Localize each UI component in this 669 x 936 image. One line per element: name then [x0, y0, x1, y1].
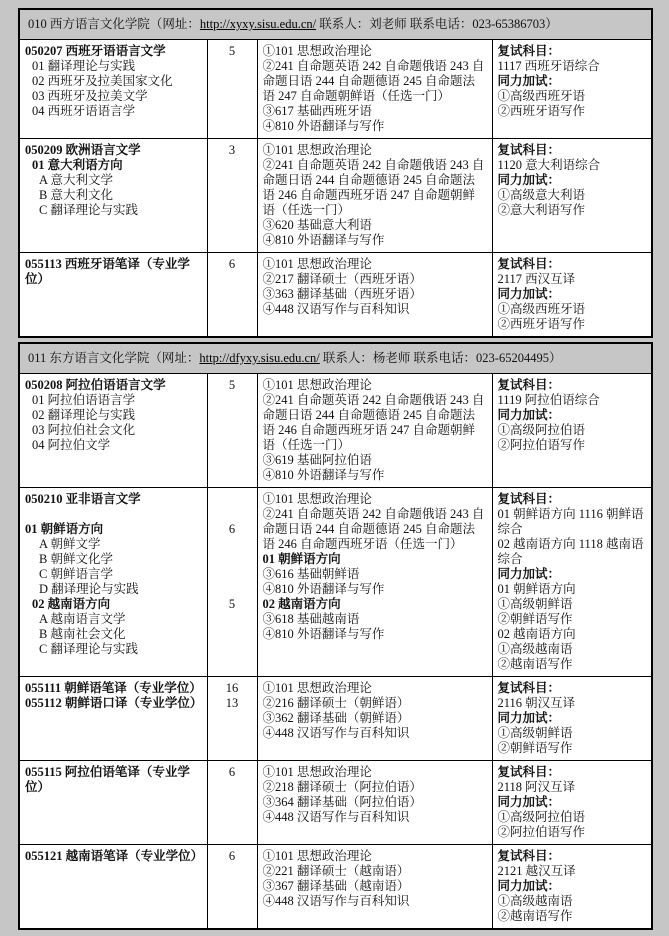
- exam-subjects-cell: [257, 40, 492, 139]
- retest-line: 复试科目：: [497, 378, 561, 392]
- program-line: 03 西班牙及拉美文学: [32, 89, 148, 103]
- exam-subject-line: ③364 翻译基础（阿拉伯语）: [262, 795, 422, 809]
- retest-line: 2118 阿汉互译: [497, 780, 576, 794]
- exam-subject-line: ③618 基础越南语: [262, 612, 360, 626]
- quota-value: [210, 552, 255, 567]
- exam-subject-line: ④448 汉语写作与百科知识: [262, 810, 410, 824]
- exam-subject-line: ①101 思想政治理论: [262, 492, 372, 506]
- exam-subject-line: ②241 自命题英语 242 自命题俄语 243 自命题日语 244 自命题德语 245 自命题法语 246 自命题西班牙语 247 自命题朝鲜语（任选一门）: [262, 393, 485, 452]
- retest-subjects-cell: [492, 677, 652, 761]
- exam-subject-line: ③367 翻译基础（越南语）: [262, 879, 410, 893]
- retest-line: 复试科目：: [497, 681, 561, 695]
- retest-line: 同力加试：: [497, 567, 561, 581]
- retest-line: ②朝鲜语写作: [497, 741, 573, 755]
- program-cell: [19, 761, 207, 845]
- retest-line: ①高级阿拉伯语: [497, 423, 586, 437]
- retest-line: 复试科目：: [497, 143, 561, 157]
- exam-subject-line: ④810 外语翻译与写作: [262, 233, 385, 247]
- program-line: D 翻译理论与实践: [39, 582, 139, 596]
- quota-value: 16: [225, 681, 239, 695]
- retest-subjects-cell: [492, 488, 652, 677]
- exam-subject-line: ②218 翻译硕士（阿拉伯语）: [262, 780, 422, 794]
- exam-subject-line: ①101 思想政治理论: [262, 257, 372, 271]
- exam-subjects-cell: [257, 253, 492, 338]
- enrollment-quota-cell: [207, 139, 257, 253]
- row-050210: [19, 488, 652, 677]
- program-line: 04 阿拉伯文学: [32, 438, 111, 452]
- section-1-header-row: [19, 343, 652, 374]
- program-line: 050208 阿拉伯语语言文学: [25, 378, 166, 392]
- quota-value: [210, 567, 255, 582]
- retest-line: 复试科目：: [497, 492, 561, 506]
- quota-value: 5: [228, 378, 236, 392]
- program-line: 050209 欧洲语言文学: [25, 143, 141, 157]
- quota-value: [210, 492, 255, 507]
- enrollment-quota-cell: [207, 761, 257, 845]
- enrollment-quota-cell: [207, 845, 257, 930]
- exam-subject-line: ①101 思想政治理论: [262, 681, 372, 695]
- exam-subject-line: ③363 翻译基础（西班牙语）: [262, 287, 422, 301]
- program-line: [25, 507, 202, 522]
- program-cell: [19, 677, 207, 761]
- enrollment-quota-cell: [207, 677, 257, 761]
- retest-line: ②阿拉伯语写作: [497, 438, 586, 452]
- retest-line: ①高级西班牙语: [497, 89, 586, 103]
- retest-subjects-cell: [492, 139, 652, 253]
- retest-line: 复试科目：: [497, 44, 561, 58]
- exam-subjects-cell: [257, 761, 492, 845]
- quota-value: 5: [228, 44, 236, 58]
- section-header-text-after: 联系人：刘老师 联系电话：023-65386703）: [316, 17, 558, 31]
- program-line: 03 阿拉伯社会文化: [32, 423, 136, 437]
- retest-line: ②西班牙语写作: [497, 317, 586, 331]
- exam-subjects-cell: [257, 845, 492, 930]
- retest-subjects-cell: [492, 845, 652, 930]
- program-cell: [19, 845, 207, 930]
- quota-value: 6: [228, 522, 236, 536]
- exam-subjects-cell: [257, 488, 492, 677]
- exam-subject-line: ③619 基础阿拉伯语: [262, 453, 372, 467]
- exam-subject-line: ③616 基础朝鲜语: [262, 567, 360, 581]
- exam-subject-line: ①101 思想政治理论: [262, 378, 372, 392]
- row-055111: [19, 677, 652, 761]
- program-line: 02 越南语方向: [32, 597, 111, 611]
- program-line: 04 西班牙语语言学: [32, 104, 136, 118]
- retest-line: 复试科目：: [497, 257, 561, 271]
- retest-line: ①高级朝鲜语: [497, 726, 573, 740]
- retest-line: 2121 越汉互译: [497, 864, 576, 878]
- section-0-table: [18, 8, 653, 338]
- program-line: A 意大利文学: [39, 173, 113, 187]
- exam-subject-line: ②241 自命题英语 242 自命题俄语 243 自命题日语 244 自命题德语 245 自命题法语 247 自命题朝鲜语（任选一门）: [262, 59, 485, 103]
- retest-line: ①高级朝鲜语: [497, 597, 573, 611]
- retest-line: ②阿拉伯语写作: [497, 825, 586, 839]
- retest-line: 复试科目：: [497, 765, 561, 779]
- retest-line: 02 越南语方向 1118 越南语综合: [497, 537, 644, 566]
- program-line: 055111 朝鲜语笔译（专业学位）: [25, 681, 202, 695]
- program-line: 055113 西班牙语笔译（专业学位）: [25, 257, 190, 286]
- program-line: A 越南语言文学: [39, 612, 126, 626]
- section-0-header-row: [19, 9, 652, 40]
- program-cell: [19, 374, 207, 488]
- quota-value: [210, 537, 255, 552]
- quota-value: 13: [225, 696, 239, 710]
- quota-value: [210, 582, 255, 597]
- program-line: C 翻译理论与实践: [39, 203, 138, 217]
- retest-line: ①高级西班牙语: [497, 302, 586, 316]
- row-050209: [19, 139, 652, 253]
- exam-subject-line: ②241 自命题英语 242 自命题俄语 243 自命题日语 244 自命题德语 245 自命题法语 246 自命题西班牙语（任选一门）: [262, 507, 485, 551]
- exam-subject-line: 02 越南语方向: [262, 597, 341, 611]
- section-website-link[interactable]: http://dfyxy.sisu.edu.cn/: [199, 351, 320, 365]
- program-line: C 翻译理论与实践: [39, 642, 138, 656]
- retest-line: 同力加试：: [497, 408, 561, 422]
- retest-line: 同力加试：: [497, 795, 561, 809]
- program-line: B 朝鲜文化学: [39, 552, 113, 566]
- section-header-text-before: 010 西方语言文化学院（网址：: [28, 17, 200, 31]
- enrollment-quota-cell: [207, 40, 257, 139]
- exam-subject-line: ④448 汉语写作与百科知识: [262, 894, 410, 908]
- exam-subject-line: ③362 翻译基础（朝鲜语）: [262, 711, 410, 725]
- enrollment-quota-cell: [207, 374, 257, 488]
- retest-line: 复试科目：: [497, 849, 561, 863]
- retest-line: ②越南语写作: [497, 657, 573, 671]
- program-line: 050210 亚非语言文学: [25, 492, 141, 506]
- program-cell: [19, 253, 207, 338]
- exam-subject-line: ③620 基础意大利语: [262, 218, 372, 232]
- quota-value: 6: [228, 257, 236, 271]
- program-line: A 朝鲜文学: [39, 537, 101, 551]
- retest-line: 同力加试：: [497, 287, 561, 301]
- exam-subject-line: 01 朝鲜语方向: [262, 552, 341, 566]
- retest-subjects-cell: [492, 253, 652, 338]
- retest-line: ①高级意大利语: [497, 188, 586, 202]
- exam-subject-line: ④810 外语翻译与写作: [262, 627, 385, 641]
- exam-subjects-cell: [257, 677, 492, 761]
- program-line: 01 阿拉伯语语言学: [32, 393, 136, 407]
- exam-subject-line: ①101 思想政治理论: [262, 44, 372, 58]
- quota-value: 6: [228, 849, 236, 863]
- program-cell: [19, 40, 207, 139]
- program-line: 050207 西班牙语语言文学: [25, 44, 166, 58]
- row-050207: [19, 40, 652, 139]
- retest-line: ②朝鲜语写作: [497, 612, 573, 626]
- section-header: [19, 343, 652, 374]
- section-header-text-before: 011 东方语言文化学院（网址：: [28, 351, 200, 365]
- retest-line: ①高级越南语: [497, 894, 573, 908]
- retest-line: 01 朝鲜语方向 1116 朝鲜语综合: [497, 507, 644, 536]
- section-header: [19, 9, 652, 40]
- quota-value: [210, 507, 255, 522]
- retest-line: ②越南语写作: [497, 909, 573, 923]
- retest-line: ①高级越南语: [497, 642, 573, 656]
- exam-subject-line: ②217 翻译硕士（西班牙语）: [262, 272, 422, 286]
- exam-subject-line: ①101 思想政治理论: [262, 143, 372, 157]
- section-1-table: [18, 342, 653, 930]
- retest-line: 1119 阿拉伯语综合: [497, 393, 600, 407]
- retest-line: ②西班牙语写作: [497, 104, 586, 118]
- program-line: 01 意大利语方向: [32, 158, 123, 172]
- exam-subject-line: ④448 汉语写作与百科知识: [262, 302, 410, 316]
- exam-subjects-cell: [257, 139, 492, 253]
- row-055121: [19, 845, 652, 930]
- retest-line: 同力加试：: [497, 74, 561, 88]
- exam-subject-line: ④810 外语翻译与写作: [262, 582, 385, 596]
- retest-line: 2116 朝汉互译: [497, 696, 576, 710]
- exam-subject-line: ①101 思想政治理论: [262, 765, 372, 779]
- program-line: 055115 阿拉伯语笔译（专业学位）: [25, 765, 190, 794]
- program-line: 01 翻译理论与实践: [32, 59, 136, 73]
- exam-subject-line: ②216 翻译硕士（朝鲜语）: [262, 696, 410, 710]
- program-cell: [19, 488, 207, 677]
- retest-line: ②意大利语写作: [497, 203, 586, 217]
- exam-subject-line: ②221 翻译硕士（越南语）: [262, 864, 410, 878]
- program-line: 055112 朝鲜语口译（专业学位）: [25, 696, 203, 710]
- retest-line: 同力加试：: [497, 879, 561, 893]
- retest-line: 02 越南语方向: [497, 627, 576, 641]
- quota-value: 6: [228, 765, 236, 779]
- retest-line: 01 朝鲜语方向: [497, 582, 576, 596]
- retest-subjects-cell: [492, 761, 652, 845]
- program-line: 02 翻译理论与实践: [32, 408, 136, 422]
- section-website-link[interactable]: http://xyxy.sisu.edu.cn/: [199, 17, 317, 31]
- program-cell: [19, 139, 207, 253]
- enrollment-quota-cell: [207, 253, 257, 338]
- retest-line: 同力加试：: [497, 711, 561, 725]
- row-050208: [19, 374, 652, 488]
- program-line: 02 西班牙及拉美国家文化: [32, 74, 173, 88]
- exam-subject-line: ④810 外语翻译与写作: [262, 468, 385, 482]
- exam-subject-line: ③617 基础西班牙语: [262, 104, 372, 118]
- admissions-catalog: [18, 8, 651, 930]
- program-line: B 意大利文化: [39, 188, 113, 202]
- program-line: 01 朝鲜语方向: [25, 522, 104, 536]
- section-header-text-after: 联系人：杨老师 联系电话：023-65204495）: [319, 351, 562, 365]
- quota-value: 5: [228, 597, 236, 611]
- exam-subject-line: ④448 汉语写作与百科知识: [262, 726, 410, 740]
- retest-subjects-cell: [492, 374, 652, 488]
- enrollment-quota-cell: [207, 488, 257, 677]
- exam-subject-line: ②241 自命题英语 242 自命题俄语 243 自命题日语 244 自命题德语 245 自命题法语 246 自命题西班牙语 247 自命题朝鲜语（任选一门）: [262, 158, 485, 217]
- program-line: C 朝鲜语言学: [39, 567, 113, 581]
- retest-line: ①高级阿拉伯语: [497, 810, 586, 824]
- retest-subjects-cell: [492, 40, 652, 139]
- exam-subjects-cell: [257, 374, 492, 488]
- retest-line: 1117 西班牙语综合: [497, 59, 600, 73]
- exam-subject-line: ④810 外语翻译与写作: [262, 119, 385, 133]
- quota-value: 3: [228, 143, 236, 157]
- exam-subject-line: ①101 思想政治理论: [262, 849, 372, 863]
- row-055113: [19, 253, 652, 338]
- retest-line: 1120 意大利语综合: [497, 158, 601, 172]
- retest-line: 2117 西汉互译: [497, 272, 576, 286]
- program-line: 055121 越南语笔译（专业学位）: [25, 849, 204, 863]
- retest-line: 同力加试：: [497, 173, 561, 187]
- program-line: B 越南社会文化: [39, 627, 126, 641]
- row-055115: [19, 761, 652, 845]
